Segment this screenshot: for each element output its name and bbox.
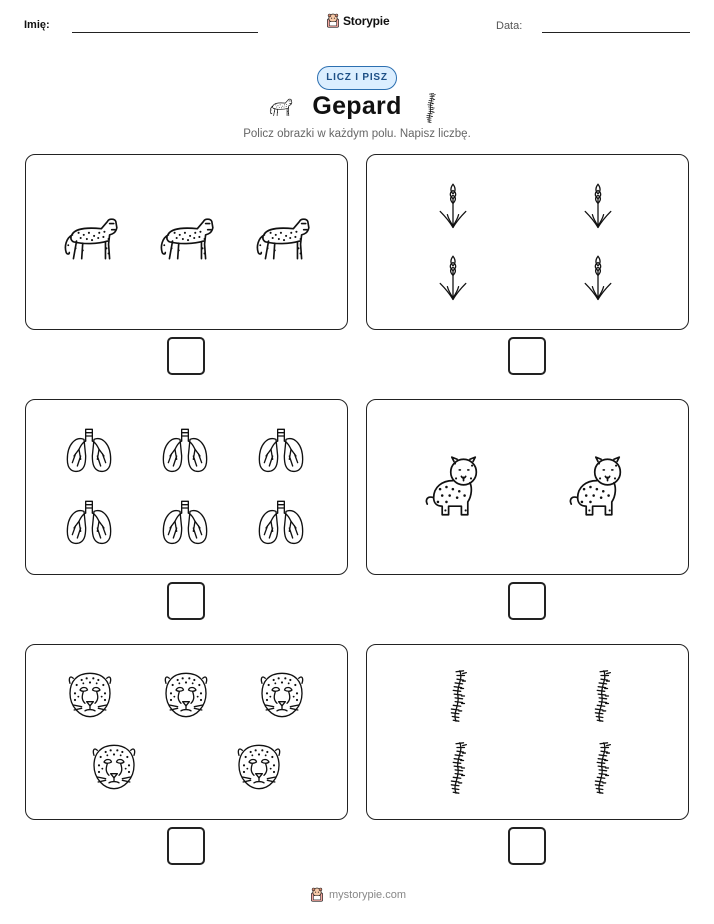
worksheet-header bbox=[0, 0, 714, 50]
answer-box-6[interactable] bbox=[508, 827, 546, 865]
footer-url[interactable]: mystorypie.com bbox=[329, 889, 407, 901]
grass-icon bbox=[582, 179, 614, 231]
answer-box-5[interactable] bbox=[167, 827, 205, 865]
spine-icon bbox=[587, 667, 615, 725]
spine-icon bbox=[443, 739, 471, 797]
cheetah-face-icon bbox=[89, 741, 139, 793]
cheetah-face-icon bbox=[234, 741, 284, 793]
instructions: Policz obrazki w każdym polu. Napisz liczbę. bbox=[243, 128, 471, 140]
count-box-6 bbox=[366, 644, 689, 820]
lungs-icon bbox=[64, 426, 114, 476]
count-box-2 bbox=[366, 154, 689, 330]
date-field-line[interactable] bbox=[542, 32, 690, 33]
footer bbox=[0, 887, 714, 905]
answer-box-2[interactable] bbox=[508, 337, 546, 375]
count-box-1 bbox=[25, 154, 348, 330]
count-box-5 bbox=[25, 644, 348, 820]
lungs-icon bbox=[160, 498, 210, 548]
cheetah-icon bbox=[60, 207, 122, 269]
grass-icon bbox=[437, 179, 469, 231]
grass-icon bbox=[437, 251, 469, 303]
brand-name: Storypie bbox=[343, 14, 390, 28]
cheetah-face-icon bbox=[65, 669, 115, 721]
spine-icon bbox=[443, 667, 471, 725]
cheetah-face-icon bbox=[257, 669, 307, 721]
storypie-logo-icon bbox=[326, 13, 340, 29]
lungs-icon bbox=[256, 498, 306, 548]
cheetah-icon bbox=[252, 207, 314, 269]
name-field-line[interactable] bbox=[72, 32, 258, 33]
count-box-3 bbox=[25, 399, 348, 575]
answer-box-3[interactable] bbox=[167, 582, 205, 620]
count-box-4 bbox=[366, 399, 689, 575]
lungs-icon bbox=[256, 426, 306, 476]
spine-icon bbox=[421, 92, 439, 124]
cheetah-cub-icon bbox=[567, 455, 631, 519]
brand bbox=[326, 13, 389, 29]
storypie-logo-icon bbox=[310, 887, 324, 903]
lungs-icon bbox=[160, 426, 210, 476]
spine-icon bbox=[587, 739, 615, 797]
answer-box-4[interactable] bbox=[508, 582, 546, 620]
cheetah-icon bbox=[156, 207, 218, 269]
date-label: Data: bbox=[496, 20, 523, 32]
lungs-icon bbox=[64, 498, 114, 548]
activity-badge: LICZ I PISZ bbox=[317, 66, 397, 90]
title-row bbox=[0, 92, 714, 126]
cheetah-cub-icon bbox=[423, 455, 487, 519]
page-title: Gepard bbox=[312, 92, 402, 120]
cheetah-face-icon bbox=[161, 669, 211, 721]
answer-box-1[interactable] bbox=[167, 337, 205, 375]
name-label: Imię: bbox=[24, 19, 50, 31]
grass-icon bbox=[582, 251, 614, 303]
